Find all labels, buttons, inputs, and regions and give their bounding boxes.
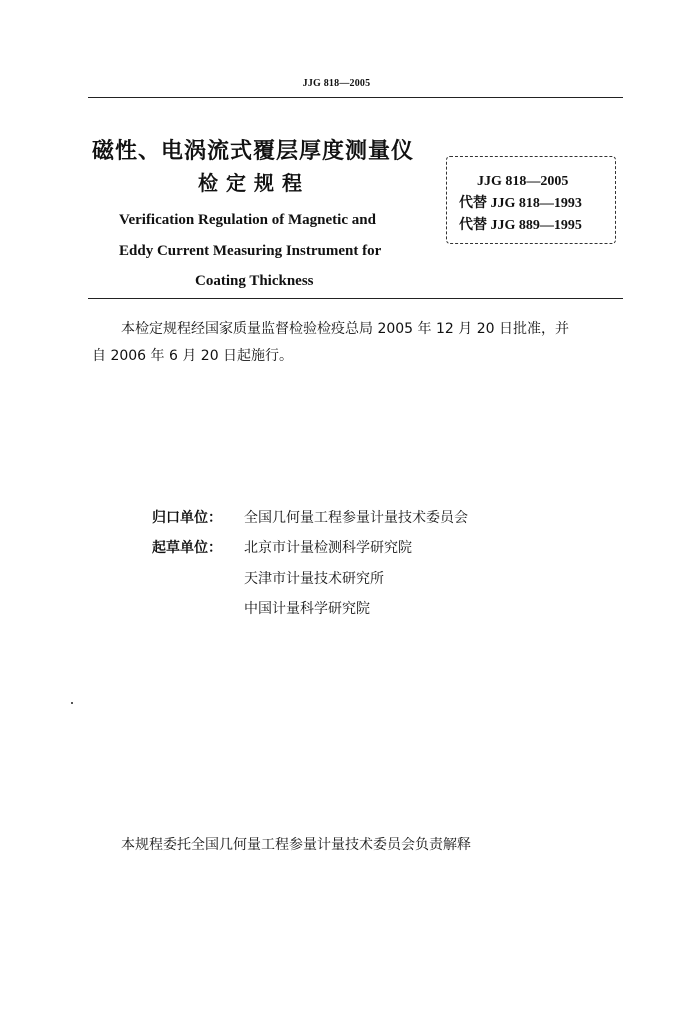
standard-code-box [446,156,616,244]
title-rule [88,298,623,299]
drafting-unit-3: 中国计量科学研究院 [244,601,370,617]
header-rule [88,97,623,98]
code-line-current: JJG 818—2005 [477,174,569,189]
title-english-line3: Coating Thickness [195,273,314,289]
drafting-unit-2: 天津市计量技术研究所 [244,571,384,587]
title-english-line2: Eddy Current Measuring Instrument for [119,243,382,259]
title-english-line1: Verification Regulation of Magnetic and [119,212,376,228]
centralized-unit-value: 全国几何量工程参量计量技术委员会 [244,510,468,526]
drafting-unit-label: 起草单位： [152,540,222,556]
centralized-unit-label: 归口单位： [152,510,222,526]
code-line-replaces-2: 代替 JJG 889—1995 [459,218,582,233]
title-chinese: 磁性、电涡流式覆层厚度测量仪 [92,139,415,164]
approval-line1: 本检定规程经国家质量监督检验检疫总局 2005 年 12 月 20 日批准，并 [121,321,569,337]
subtitle-chinese: 检定规程 [198,171,310,195]
code-line-replaces-1: 代替 JJG 818—1993 [459,196,582,211]
standard-number-header: JJG 818—2005 [302,78,371,89]
interpretation-note: 本规程委托全国几何量工程参量计量技术委员会负责解释 [121,837,471,853]
scan-speck [71,702,73,704]
drafting-unit-1: 北京市计量检测科学研究院 [244,540,412,556]
approval-line2: 自 2006 年 6 月 20 日起施行。 [92,348,294,364]
